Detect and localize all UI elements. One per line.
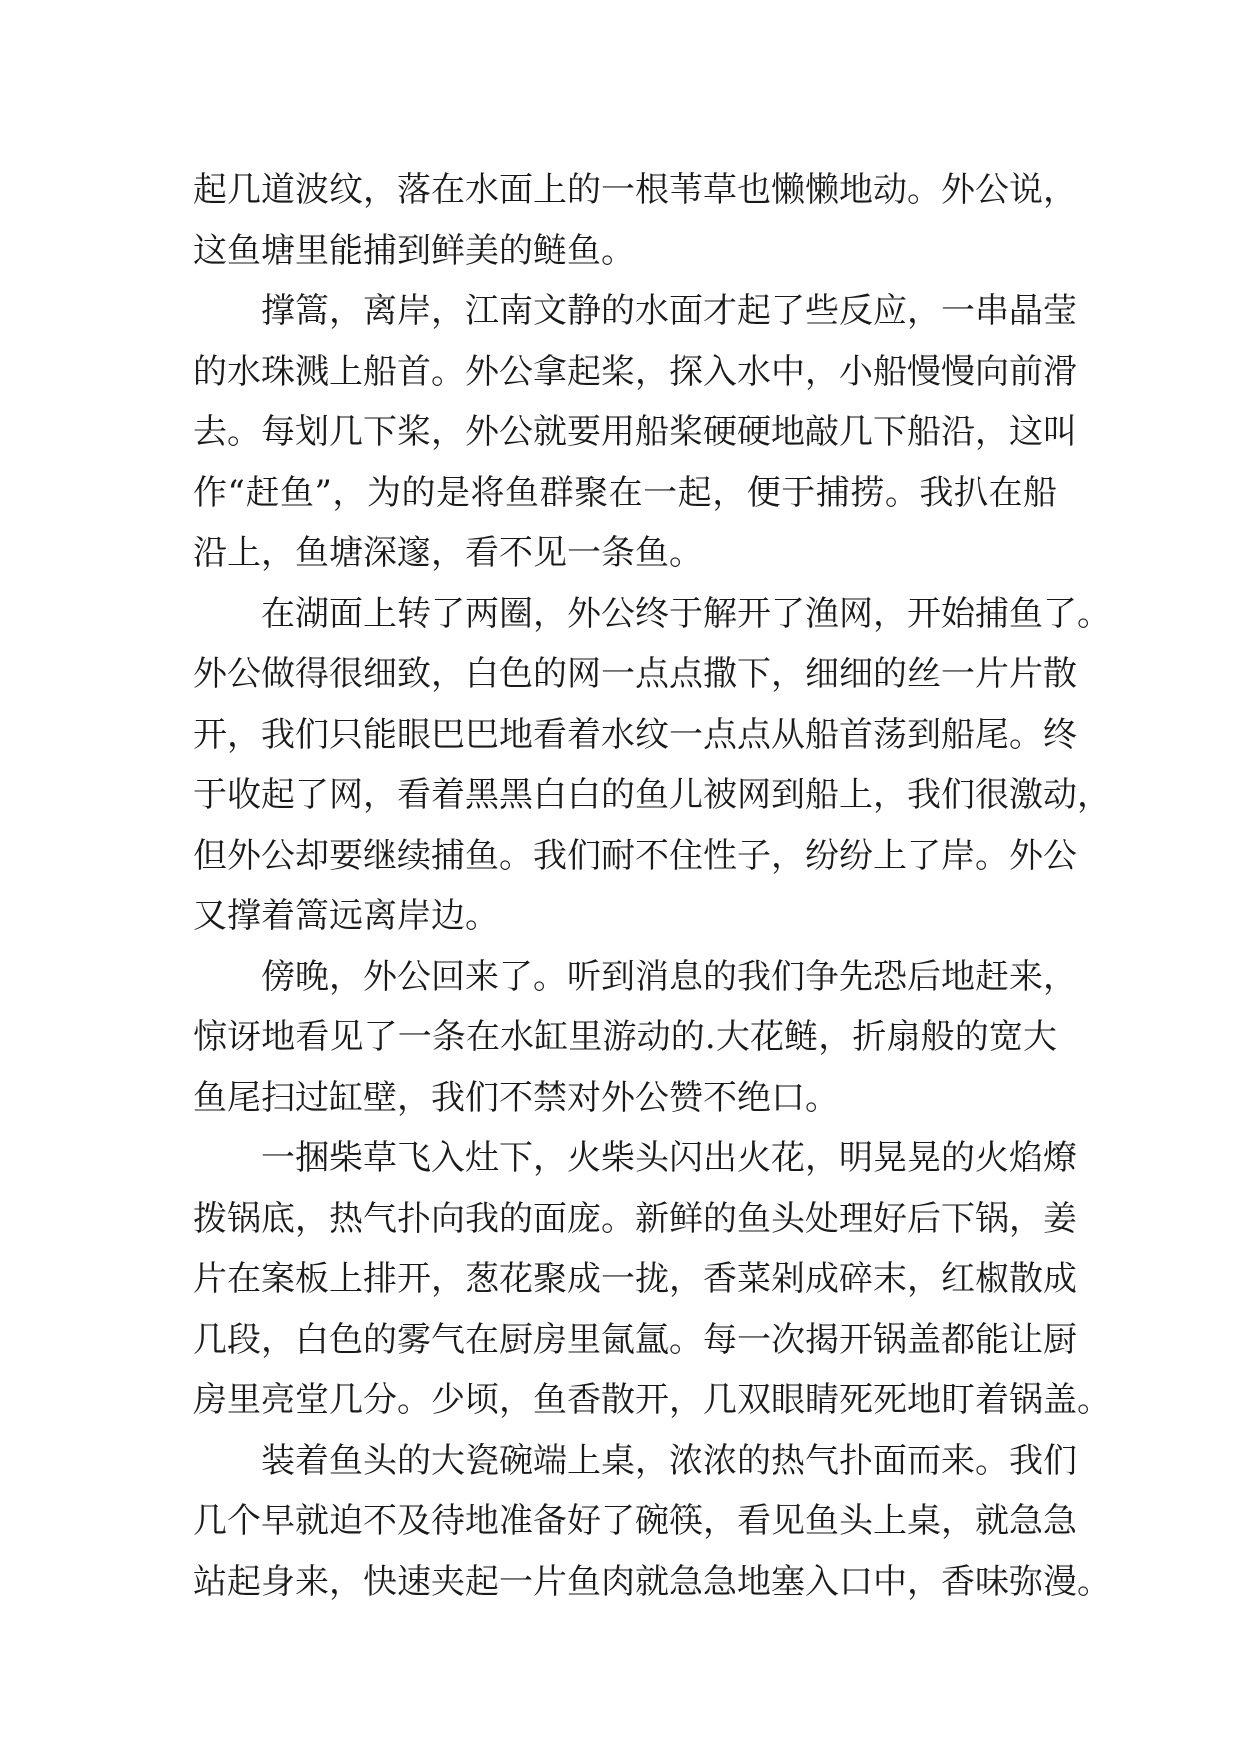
- paragraph-first-line: 在湖面上转了两圈，外公终于解开了渔网，开始捕鱼了。: [261, 593, 1111, 634]
- paragraph-first-line: 撑篙，离岸，江南文静的水面才起了些反应，一串晶莹: [261, 291, 1077, 331]
- text-line: 站起身来，快速夹起一片鱼肉就急急地塞入口中，香味弥漫。: [193, 1561, 1111, 1602]
- text-line: 拨锅底，热气扑向我的面庞。新鲜的鱼头处理好后下锅，姜: [193, 1198, 1077, 1239]
- text-line: 惊讶地看见了一条在水缸里游动的.大花鲢，折扇般的宽大: [193, 1017, 1057, 1057]
- text-line: 外公做得很细致，白色的网一点点撒下，细细的丝一片片散: [193, 654, 1077, 694]
- text-line: 去。每划几下桨，外公就要用船桨硬硬地敲几下船沿，这叫: [193, 412, 1077, 452]
- text-line: 房里亮堂几分。少顷，鱼香散开，几双眼睛死死地盯着锅盖。: [193, 1380, 1111, 1420]
- text-line: 于收起了网，看着黑黑白白的鱼儿被网到船上，我们很激动，: [193, 775, 1111, 815]
- text-line: 开，我们只能眼巴巴地看着水纹一点点从船首荡到船尾。终: [193, 714, 1077, 755]
- paragraph-first-line: 装着鱼头的大瓷碗端上桌，浓浓的热气扑面而来。我们: [261, 1440, 1077, 1481]
- paragraph-first-line: 一捆柴草飞入灶下，火柴头闪出火花，明晃晃的火焰燎: [261, 1138, 1077, 1178]
- text-line: 又撑着篙远离岸边。: [193, 896, 499, 936]
- text-line: 作“赶鱼”，为的是将鱼群聚在一起，便于捕捞。我扒在船: [193, 472, 1057, 513]
- text-line: 但外公却要继续捕鱼。我们耐不住性子，纷纷上了岸。外公: [193, 835, 1077, 876]
- text-line: 几个早就迫不及待地准备好了碗筷，看见鱼头上桌，就急急: [193, 1501, 1077, 1541]
- paragraph-first-line: 傍晚，外公回来了。听到消息的我们争先恐后地赶来，: [261, 956, 1077, 997]
- text-line: 几段，白色的雾气在厨房里氤氲。每一次揭开锅盖都能让厨: [193, 1319, 1077, 1360]
- text-line: 片在案板上排开，葱花聚成一拢，香菜剁成碎末，红椒散成: [193, 1259, 1077, 1299]
- body-text: [193, 160, 1111, 1612]
- text-line: 起几道波纹，落在水面上的一根苇草也懒懒地动。外公说，: [193, 170, 1077, 210]
- text-line: 鱼尾扫过缸壁，我们不禁对外公赞不绝口。: [193, 1077, 839, 1118]
- text-line: 沿上，鱼塘深邃，看不见一条鱼。: [193, 533, 703, 573]
- text-line: 这鱼塘里能捕到鲜美的鲢鱼。: [193, 230, 635, 271]
- text-line: 的水珠溅上船首。外公拿起桨，探入水中，小船慢慢向前滑: [193, 351, 1077, 392]
